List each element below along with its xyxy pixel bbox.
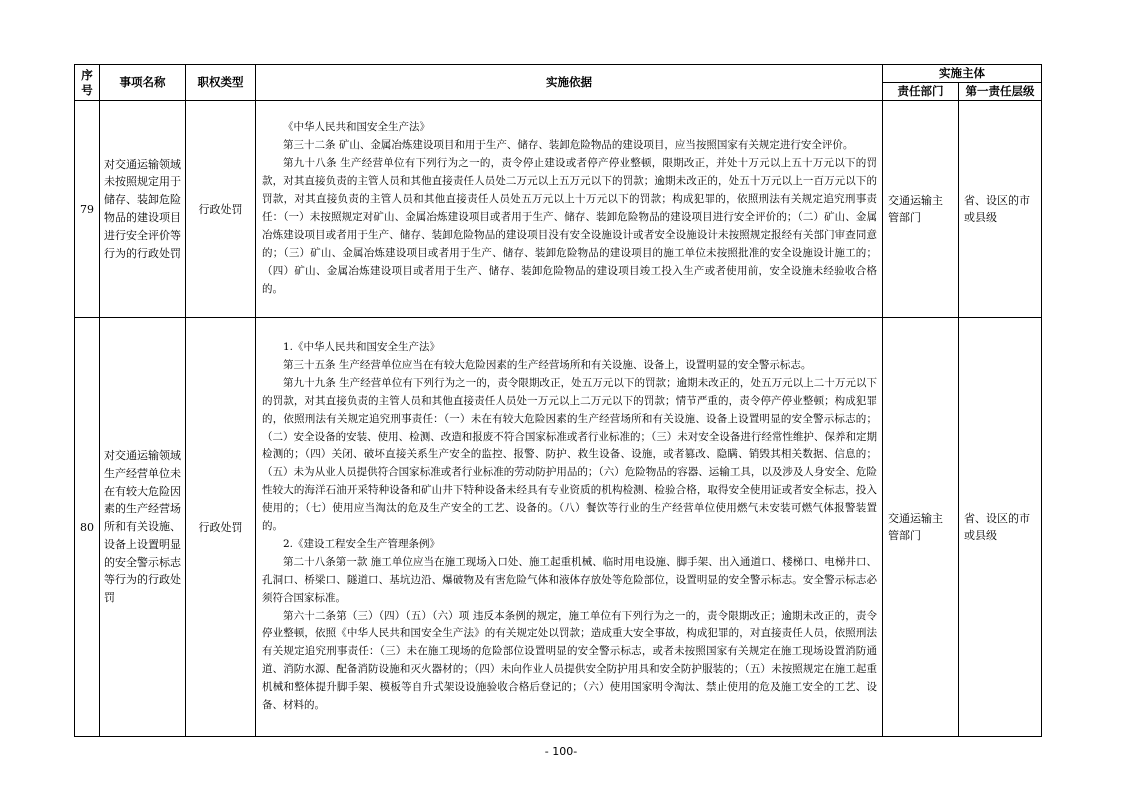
row-basis bbox=[256, 101, 883, 318]
row-item-name: 对交通运输领域未按照规定用于储存、装卸危险物品的建设项目进行安全评价等行为的行政处罚 bbox=[100, 101, 186, 318]
header-power-type: 职权类型 bbox=[186, 65, 256, 101]
header-subject: 实施主体 bbox=[883, 65, 1042, 83]
table-row bbox=[75, 101, 1042, 318]
row-level: 省、设区的市或县级 bbox=[959, 318, 1042, 737]
basis-article: 第六十二条第（三）（四）（五）（六）项 违反本条例的规定，施工单位有下列行为之一的，责令限期改正；逾期未改正的，责令停业整顿，依照《中华人民共和国安全生产法》的有关规定处以罚款；造成重大安全事故，构成犯罪的，对直接责任人员，依照刑法有关规定追究刑事责任：（三）未在施工现场的危险部位设置明显的安全警示标志，或者未按照国家有关规定在施工现场设置消防通道、消防水源、配备消防设施和灭火器材的；（四）未向作业人员提供安全防护用具和安全防护服装的；（五）未按照规定在施工起重机械和整体提升脚手架、模板等自升式架设设施验收合格后登记的；（六）使用国家明令淘汰、禁止使用的危及施工安全的工艺、设备、材料的。 bbox=[262, 609, 877, 712]
row-level: 省、设区的市或县级 bbox=[959, 101, 1042, 318]
basis-law-title: 2.《建设工程安全生产管理条例》 bbox=[283, 537, 441, 550]
table-row bbox=[75, 318, 1042, 737]
basis-article: 第二十八条第一款 施工单位应当在施工现场入口处、施工起重机械、临时用电设施、脚手架、出入通道口、楼梯口、电梯井口、孔洞口、桥梁口、隧道口、基坑边沿、爆破物及有害危险气体和液体存放处等危险部位，设置明显的安全警示标志。安全警示标志必须符合国家标准。 bbox=[262, 555, 877, 604]
basis-article: 第九十八条 生产经营单位有下列行为之一的，责令停止建设或者停产停业整顿，限期改正，并处十万元以上五十万元以下的罚款，对其直接负责的主管人员和其他直接责任人员处二万元以上五万元以下的罚款；逾期未改正的，处五十万元以上一百万元以下的罚款，对其直接负责的主管人员和其他直接责任人员处五万元以上十万元以下的罚款；构成犯罪的，依照刑法有关规定追究刑事责任：（一）未按照规定对矿山、金属冶炼建设项目或者用于生产、储存、装卸危险物品的建设项目进行安全评价的；（二）矿山、金属冶炼建设项目或者用于生产、储存、装卸危险物品的建设项目没有安全设施设计或者安全设施设计未按照规定报经有关部门审查同意的；（三）矿山、金属冶炼建设项目或者用于生产、储存、装卸危险物品的建设项目的施工单位未按照批准的安全设施设计施工的；（四）矿山、金属冶炼建设项目或者用于生产、储存、装卸危险物品的建设项目竣工投入生产或者使用前，安全设施未经验收合格的。 bbox=[262, 157, 877, 295]
row-dept: 交通运输主管部门 bbox=[883, 318, 959, 737]
header-item-name: 事项名称 bbox=[100, 65, 186, 101]
row-power-type: 行政处罚 bbox=[186, 101, 256, 318]
row-basis bbox=[256, 318, 883, 737]
header-seq: 序号 bbox=[75, 65, 100, 101]
row-item-name: 对交通运输领域生产经营单位未在有较大危险因素的生产经营场所和有关设施、设备上设置明显的安全警示标志等行为的行政处罚 bbox=[100, 318, 186, 737]
header-basis: 实施依据 bbox=[256, 65, 883, 101]
header-dept: 责任部门 bbox=[883, 83, 959, 101]
row-seq: 80 bbox=[75, 318, 100, 737]
header-level: 第一责任层级 bbox=[959, 83, 1042, 101]
basis-law-title: 《中华人民共和国安全生产法》 bbox=[283, 121, 430, 134]
basis-article: 第九十九条 生产经营单位有下列行为之一的，责令限期改正，处五万元以下的罚款；逾期未改正的，处五万元以上二十万元以下的罚款，对其直接负责的主管人员和其他直接责任人员处一万元以上二万元以下的罚款；情节严重的，责令停产停业整顿；构成犯罪的，依照刑法有关规定追究刑事责任：（一）未在有较大危险因素的生产经营场所和有关设施、设备上设置明显的安全警示标志的；（二）安全设备的安装、使用、检测、改造和报废不符合国家标准或者行业标准的；（三）未对安全设备进行经常性维护、保养和定期检测的；（四）关闭、破坏直接关系生产安全的监控、报警、防护、救生设备、设施，或者篡改、隐瞒、销毁其相关数据、信息的；（五）未为从业人员提供符合国家标准或者行业标准的劳动防护用品的；（六）危险物品的容器、运输工具，以及涉及人身安全、危险性较大的海洋石油开采特种设备和矿山井下特种设备未经具有专业资质的机构检测、检验合格，取得安全使用证或者安全标志，投入使用的；（七）使用应当淘汰的危及生产安全的工艺、设备的。（八）餐饮等行业的生产经营单位使用燃气未安装可燃气体报警装置的。 bbox=[262, 376, 877, 533]
basis-article: 第三十二条 矿山、金属冶炼建设项目和用于生产、储存、装卸危险物品的建设项目，应当按照国家有关规定进行安全评价。 bbox=[283, 139, 854, 152]
authority-table bbox=[74, 64, 1042, 737]
document-page bbox=[74, 64, 1041, 737]
row-power-type: 行政处罚 bbox=[186, 318, 256, 737]
row-seq: 79 bbox=[75, 101, 100, 318]
page-number: - 100- bbox=[544, 745, 578, 758]
basis-article: 第三十五条 生产经营单位应当在有较大危险因素的生产经营场所和有关设施、设备上，设置明显的安全警示标志。 bbox=[283, 358, 812, 371]
basis-law-title: 1.《中华人民共和国安全生产法》 bbox=[283, 340, 441, 353]
row-dept: 交通运输主管部门 bbox=[883, 101, 959, 318]
